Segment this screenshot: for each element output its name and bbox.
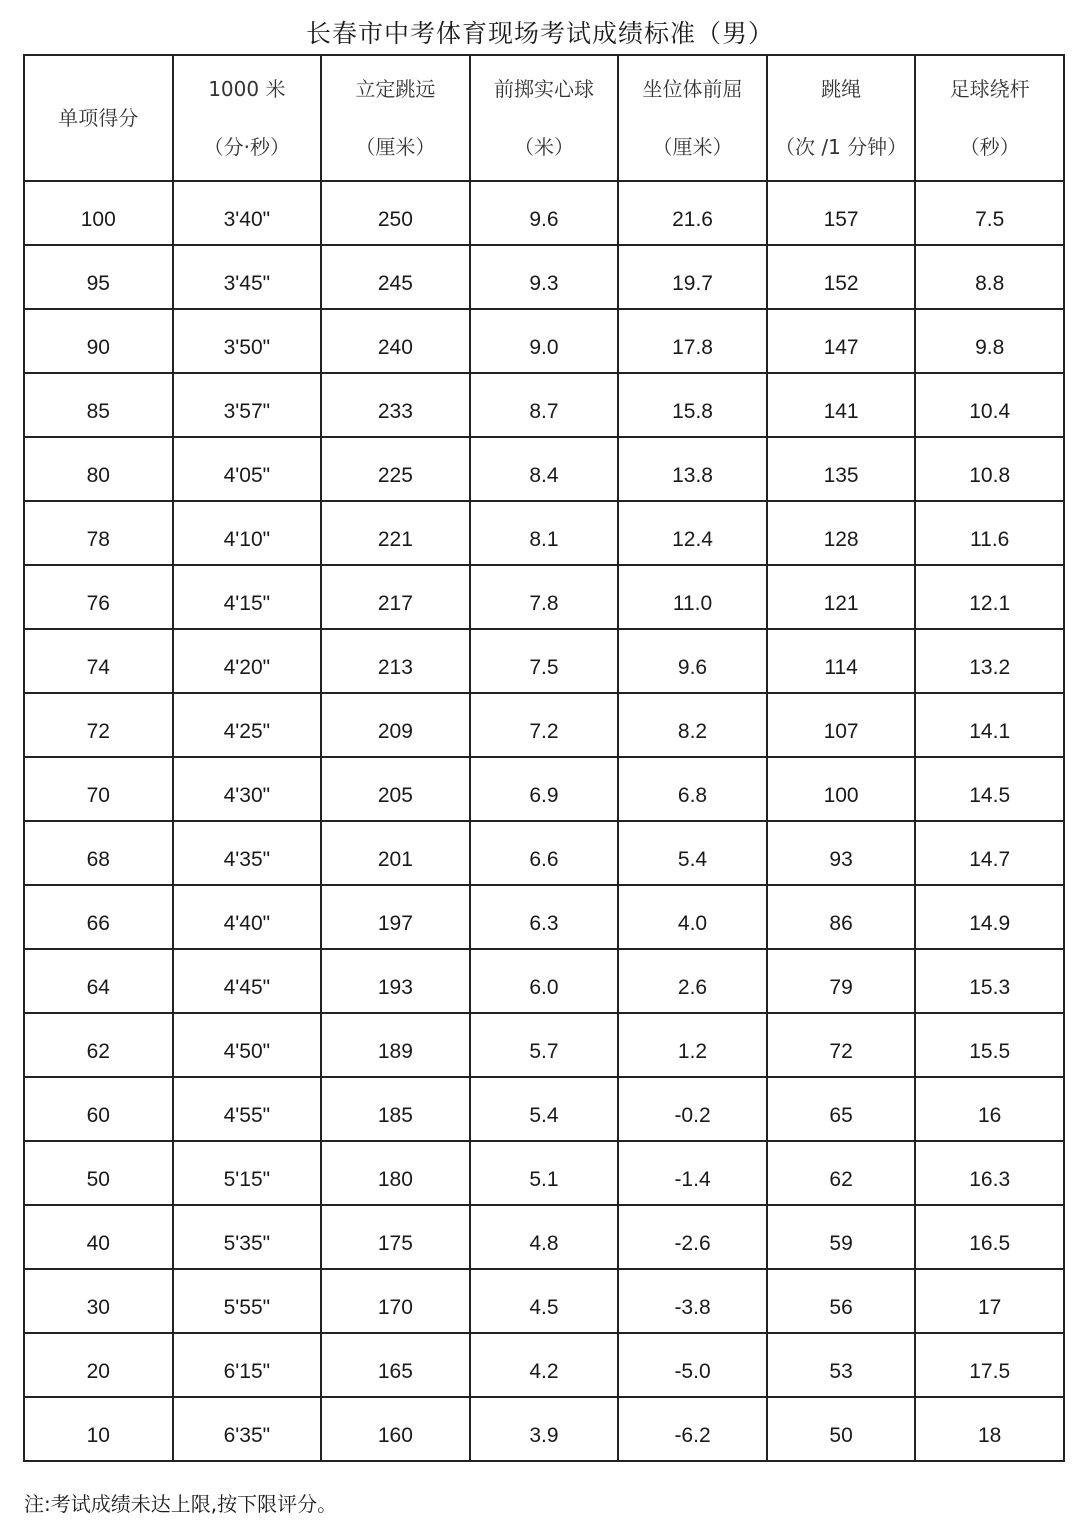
table-cell: 7.2 [470,693,619,757]
table-cell: 4'15" [173,565,322,629]
table-cell: 107 [767,693,916,757]
table-cell: 170 [321,1269,470,1333]
table-cell: 11.6 [915,501,1064,565]
table-row [24,501,1064,565]
table-cell: 90 [24,309,173,373]
table-row [24,1397,1064,1461]
table-cell: 3'40" [173,181,322,245]
table-cell: 14.1 [915,693,1064,757]
table-cell: 250 [321,181,470,245]
table-cell: 6'35" [173,1397,322,1461]
table-cell: 4'30" [173,757,322,821]
table-cell: 185 [321,1077,470,1141]
table-cell: 95 [24,245,173,309]
table-cell: 1.2 [618,1013,767,1077]
column-header [767,55,916,181]
page-title: 长春市中考体育现场考试成绩标准（男） [305,19,774,48]
score-standard-table [23,54,1065,1462]
table-cell: 21.6 [618,181,767,245]
table-cell: 5.1 [470,1141,619,1205]
table-cell: 3'50" [173,309,322,373]
table-cell: 6.6 [470,821,619,885]
table-cell: 4.5 [470,1269,619,1333]
table-row [24,757,1064,821]
table-cell: 13.2 [915,629,1064,693]
table-cell: 6.8 [618,757,767,821]
table-row [24,245,1064,309]
table-cell: -1.4 [618,1141,767,1205]
table-cell: 93 [767,821,916,885]
table-cell: 17 [915,1269,1064,1333]
table-cell: 16.5 [915,1205,1064,1269]
table-cell: 3'57" [173,373,322,437]
table-cell: 147 [767,309,916,373]
table-cell: 4.2 [470,1333,619,1397]
table-cell: 175 [321,1205,470,1269]
table-cell: 7.5 [470,629,619,693]
table-row [24,949,1064,1013]
table-cell: 9.6 [470,181,619,245]
table-cell: 100 [24,181,173,245]
table-cell: 62 [767,1141,916,1205]
table-header [24,55,1064,181]
table-cell: 72 [24,693,173,757]
table-cell: 4'40" [173,885,322,949]
table-cell: 4'10" [173,501,322,565]
column-header-name: 单项得分 [58,106,139,130]
table-cell: 135 [767,437,916,501]
table-cell: 4'20" [173,629,322,693]
column-header [915,55,1064,181]
table-cell: 8.4 [470,437,619,501]
table-cell: 15.8 [618,373,767,437]
table-cell: 9.8 [915,309,1064,373]
column-header-unit: （米） [513,135,574,159]
column-header [470,55,619,181]
table-cell: 13.8 [618,437,767,501]
table-cell: 8.1 [470,501,619,565]
column-header-name: 足球绕杆 [949,77,1030,101]
table-cell: 66 [24,885,173,949]
table-row [24,309,1064,373]
table-row [24,1269,1064,1333]
table-cell: 72 [767,1013,916,1077]
table-cell: 8.2 [618,693,767,757]
table-body [24,181,1064,1461]
table-cell: 4'45" [173,949,322,1013]
column-header-name: 前掷实心球 [493,77,594,101]
column-header-name: 1000 米 [208,77,286,101]
table-cell: 217 [321,565,470,629]
table-cell: 100 [767,757,916,821]
table-cell: -2.6 [618,1205,767,1269]
table-row [24,1333,1064,1397]
table-cell: 7.8 [470,565,619,629]
column-header-unit: （秒） [959,135,1020,159]
table-cell: 12.4 [618,501,767,565]
table-cell: 240 [321,309,470,373]
table-cell: 20 [24,1333,173,1397]
table-row [24,565,1064,629]
column-header [24,55,173,181]
table-cell: 50 [24,1141,173,1205]
table-row [24,1013,1064,1077]
table-cell: 152 [767,245,916,309]
table-cell: 6'15" [173,1333,322,1397]
table-cell: 128 [767,501,916,565]
table-cell: 221 [321,501,470,565]
table-row [24,629,1064,693]
table-cell: 16.3 [915,1141,1064,1205]
table-cell: -0.2 [618,1077,767,1141]
table-cell: 12.1 [915,565,1064,629]
table-cell: 180 [321,1141,470,1205]
table-cell: 18 [915,1397,1064,1461]
table-cell: 19.7 [618,245,767,309]
table-cell: -6.2 [618,1397,767,1461]
table-cell: 6.9 [470,757,619,821]
table-cell: 4.0 [618,885,767,949]
table-cell: 74 [24,629,173,693]
table-cell: 17.8 [618,309,767,373]
table-cell: 193 [321,949,470,1013]
table-cell: 4'55" [173,1077,322,1141]
table-cell: 14.7 [915,821,1064,885]
column-header-unit: （厘米） [355,135,436,159]
table-cell: -5.0 [618,1333,767,1397]
table-cell: 245 [321,245,470,309]
table-cell: 225 [321,437,470,501]
table-cell: 4.8 [470,1205,619,1269]
table-cell: 114 [767,629,916,693]
table-cell: 40 [24,1205,173,1269]
table-cell: 121 [767,565,916,629]
table-row [24,373,1064,437]
table-cell: 9.0 [470,309,619,373]
table-cell: -3.8 [618,1269,767,1333]
column-header [173,55,322,181]
table-row [24,885,1064,949]
table-cell: 5.4 [470,1077,619,1141]
column-header-name: 坐位体前屈 [642,77,743,101]
column-header-unit: （次 /1 分钟） [775,135,908,159]
table-cell: 11.0 [618,565,767,629]
table-cell: 189 [321,1013,470,1077]
table-cell: 7.5 [915,181,1064,245]
table-row [24,1077,1064,1141]
table-cell: 6.3 [470,885,619,949]
table-cell: 76 [24,565,173,629]
table-cell: 8.8 [915,245,1064,309]
column-header-name: 跳绳 [821,77,862,101]
table-cell: 15.5 [915,1013,1064,1077]
table-cell: 14.9 [915,885,1064,949]
table-cell: 4'35" [173,821,322,885]
table-cell: 4'50" [173,1013,322,1077]
table-cell: 17.5 [915,1333,1064,1397]
table-cell: 78 [24,501,173,565]
table-cell: 56 [767,1269,916,1333]
table-cell: 80 [24,437,173,501]
table-cell: 141 [767,373,916,437]
table-row [24,821,1064,885]
table-cell: 64 [24,949,173,1013]
table-cell: 5.7 [470,1013,619,1077]
table-cell: 213 [321,629,470,693]
table-cell: 5'35" [173,1205,322,1269]
table-cell: 209 [321,693,470,757]
table-cell: 233 [321,373,470,437]
table-cell: 53 [767,1333,916,1397]
table-cell: 59 [767,1205,916,1269]
table-cell: 157 [767,181,916,245]
table-cell: 10.8 [915,437,1064,501]
table-cell: 85 [24,373,173,437]
table-cell: 5'15" [173,1141,322,1205]
table-cell: 197 [321,885,470,949]
table-row [24,437,1064,501]
table-cell: 8.7 [470,373,619,437]
table-cell: 6.0 [470,949,619,1013]
table-cell: 9.6 [618,629,767,693]
table-row [24,1141,1064,1205]
table-row [24,693,1064,757]
column-header-unit: （分·秒） [203,135,291,159]
table-cell: 16 [915,1077,1064,1141]
table-cell: 30 [24,1269,173,1333]
table-cell: 10.4 [915,373,1064,437]
column-header [618,55,767,181]
table-cell: 205 [321,757,470,821]
table-cell: 3'45" [173,245,322,309]
table-cell: 79 [767,949,916,1013]
table-cell: 201 [321,821,470,885]
table-cell: 68 [24,821,173,885]
header-row [24,55,1064,181]
table-row [24,1205,1064,1269]
table-row [24,181,1064,245]
table-cell: 165 [321,1333,470,1397]
table-cell: 2.6 [618,949,767,1013]
footnote: 注:考试成绩未达上限,按下限评分。 [24,1492,338,1516]
column-header [321,55,470,181]
table-cell: 14.5 [915,757,1064,821]
table-cell: 70 [24,757,173,821]
table-cell: 4'05" [173,437,322,501]
table-cell: 4'25" [173,693,322,757]
table-cell: 86 [767,885,916,949]
table-cell: 50 [767,1397,916,1461]
column-header-unit: （厘米） [652,135,733,159]
column-header-name: 立定跳远 [355,77,436,101]
table-cell: 10 [24,1397,173,1461]
table-cell: 15.3 [915,949,1064,1013]
table-cell: 60 [24,1077,173,1141]
table-cell: 160 [321,1397,470,1461]
table-cell: 62 [24,1013,173,1077]
table-cell: 9.3 [470,245,619,309]
table-cell: 65 [767,1077,916,1141]
table-cell: 5'55" [173,1269,322,1333]
table-cell: 3.9 [470,1397,619,1461]
table-cell: 5.4 [618,821,767,885]
